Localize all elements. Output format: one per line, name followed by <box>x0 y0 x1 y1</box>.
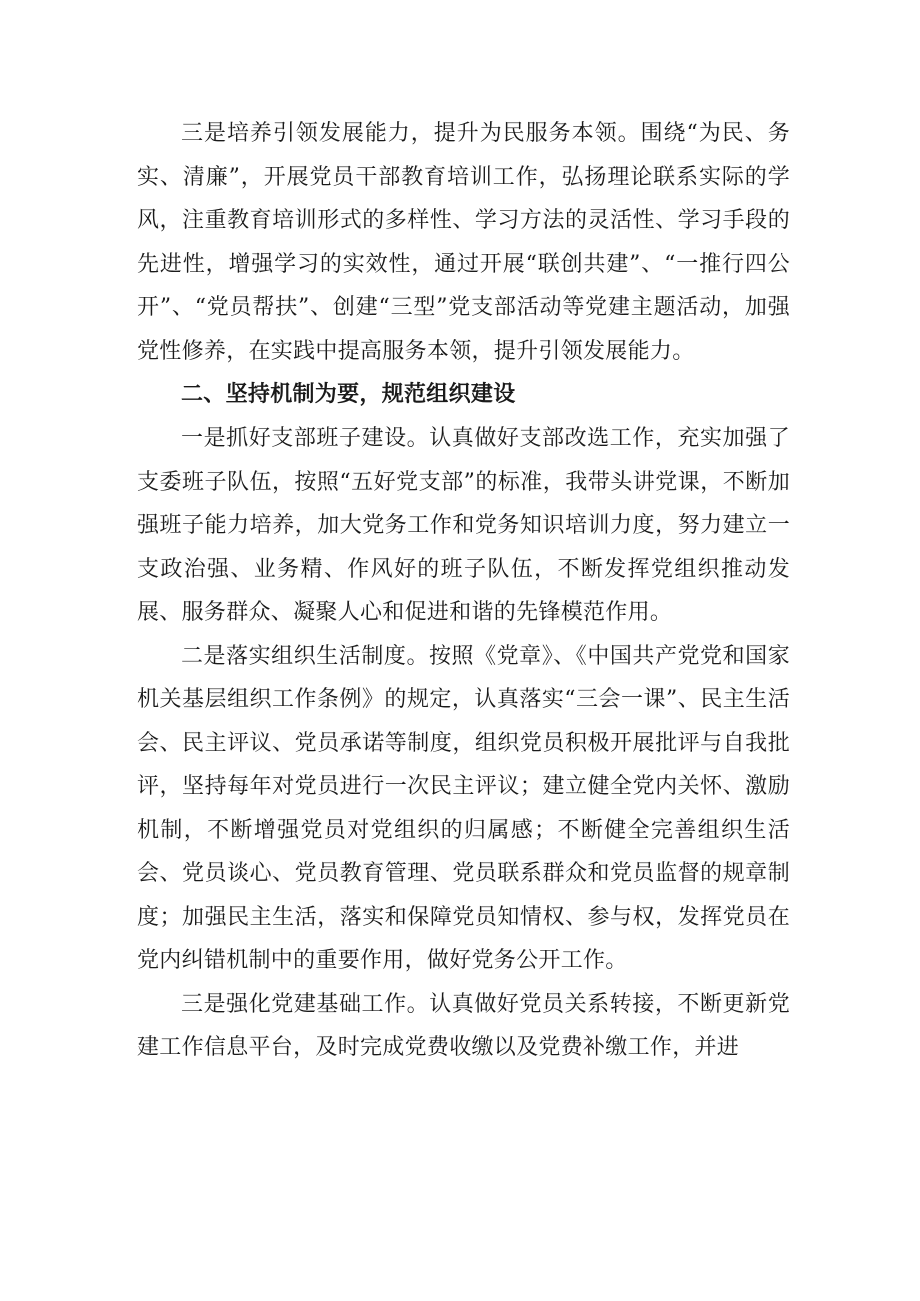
section-heading-mechanism: 二、坚持机制为要，规范组织建设 <box>181 382 516 407</box>
paragraph-organization-life: 二是落实组织生活制度。按照《党章》、《中国共产党党和国家机关基层组织工作条例》的规定，认真落实“三会一课”、民主生活会、民主评议、党员承诺等制度，组织党员积极开展批评与自我批评，坚持每年对党员进行一次民主评议；建立健全党内关怀、激励机制，不断增强党员对党组织的归属感；不断健全完善组织生活会、党员谈心、党员教育管理、党员联系群众和党员监督的规章制度；加强民主生活，落实和保障党员知情权、参与权，发挥党员在党内纠错机制中的重要作用，做好党务公开工作。 <box>137 643 790 973</box>
paragraph-branch-team: 一是抓好支部班子建设。认真做好支部改选工作，充实加强了支委班子队伍，按照“五好党支部”的标准，我带头讲党课，不断加强班子能力培养，加大党务工作和党务知识培训力度，努力建立一支政治强、业务精、作风好的班子队伍，不断发挥党组织推动发展、服务群众、凝聚人心和促进和谐的先锋模范作用。 <box>137 426 790 625</box>
paragraph-ability-training: 三是培养引领发展能力，提升为民服务本领。围绕“为民、务实、清廉”，开展党员干部教育培训工作，弘扬理论联系实际的学风，注重教育培训形式的多样性、学习方法的灵活性、学习手段的先进性，增强学习的实效性，通过开展“联创共建”、“一推行四公开”、“党员帮扶”、创建“三型”党支部活动等党建主题活动，加强党性修养，在实践中提高服务本领，提升引领发展能力。 <box>137 121 790 364</box>
document-body <box>137 112 790 1070</box>
paragraph-party-foundation: 三是强化党建基础工作。认真做好党员关系转接，不断更新党建工作信息平台，及时完成党费收缴以及党费补缴工作，并进 <box>137 991 790 1060</box>
